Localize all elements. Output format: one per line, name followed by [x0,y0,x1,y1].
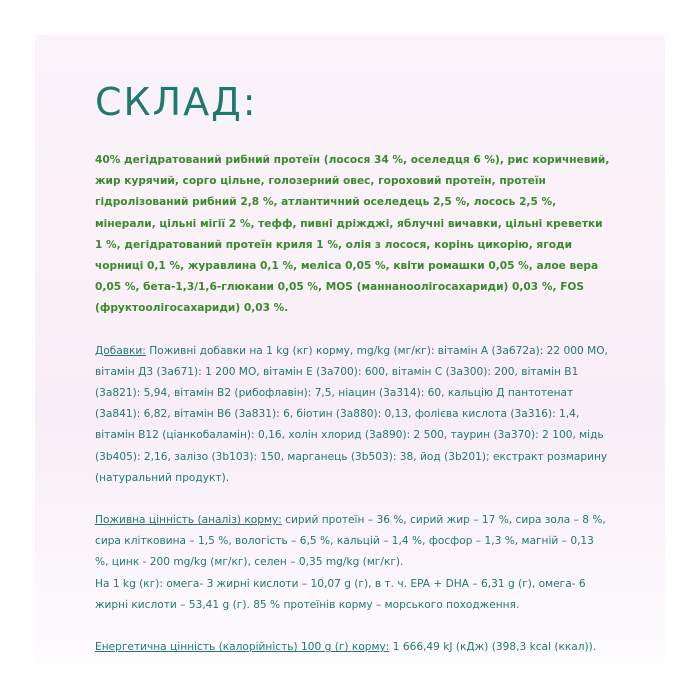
additives-label: Добавки: [95,344,146,357]
energy-paragraph [95,637,610,658]
composition-content [95,150,610,679]
omega-paragraph: На 1 kg (кг): омега- 3 жирні кислоти – 10,07 g (г), в т. ч. EPA + DHA – 6,31 g (г), омега- 6 жирні кислоти – 53,41 g (г). 85 % протеїнів корму – морського походження. [95,577,586,611]
page-title: СКЛАД: [95,80,258,124]
nutrition-label: Поживна цінність (аналіз) корму: [95,514,282,527]
energy-label: Енергетична цінність (калорійність) 100 g (г) корму: [95,641,390,654]
energy-text: 1 666,49 kJ (кДж) (398,3 kcal (ккал)). [389,641,597,654]
additives-text: Поживні добавки на 1 kg (кг) корму, mg/kg (мг/кг): вітамін А (3а672а): 22 000 МО, вітамін Д3 (3а671): 1 200 МО, вітамін Е (3а700): 600, вітамін С (3а300): 200, вітамін В1 (3а821): 5,94, вітамін В2 (рибофлавін): 7,5, ніацин (3а314): 60, кальцію Д пантотенат (3а841): 6,82, вітамін В6 (3а831): 6, біотин (3а880): 0,13, фолієва кислота (3а316): 1,4, вітамін В12 (ціанкобаламін): 0,16, холін хлорид (3а890): 2 500, таурин (3а370): 2 100, мідь (3b405): 2,16, залізо (3b103): 150, марганець (3b503): 38, йод (3b201); екстракт розмарину (натуральний продукт). [95,344,608,484]
composition-paragraph: 40% дегідратований рибний протеїн (лосося 34 %, оселедця 6 %), рис коричневий, жир курячий, сорго цільне, голозерний овес, гороховий протеїн, протеїн гідролізований рибний 2,8 %, атлантичний оселедець 2,5 %, лосось 2,5 %, мінерали, цільні мігії 2 %, тефф, пивні дріжджі, яблучні вичавки, цільні креветки 1 %, дегідратований протеїн криля 1 %, олія з лосося, корінь цикорію, ягоди чорниці 0,1 %, журавлина 0,1 %, меліса 0,05 %, квіти ромашки 0,05 %, алое вера 0,05 %, бета-1,3/1,6-глюкани 0,05 %, MOS (маннаноолігосахариди) 0,03 %, FOS (фруктоолігосахариди) 0,03 %. [95,154,610,315]
nutrition-paragraph [95,510,610,574]
nutrition-text: сирий протеїн – 36 %, сирий жир – 17 %, сира зола – 8 %, сира клітковина – 1,5 %, вологість – 6,5 %, кальцій – 1,4 %, фосфор – 1,3 %, магній – 0,13 %, цинк - 200 mg/kg (мг/кг), селен – 0,35 mg/kg (мг/кг). [95,514,606,569]
additives-paragraph [95,341,610,489]
